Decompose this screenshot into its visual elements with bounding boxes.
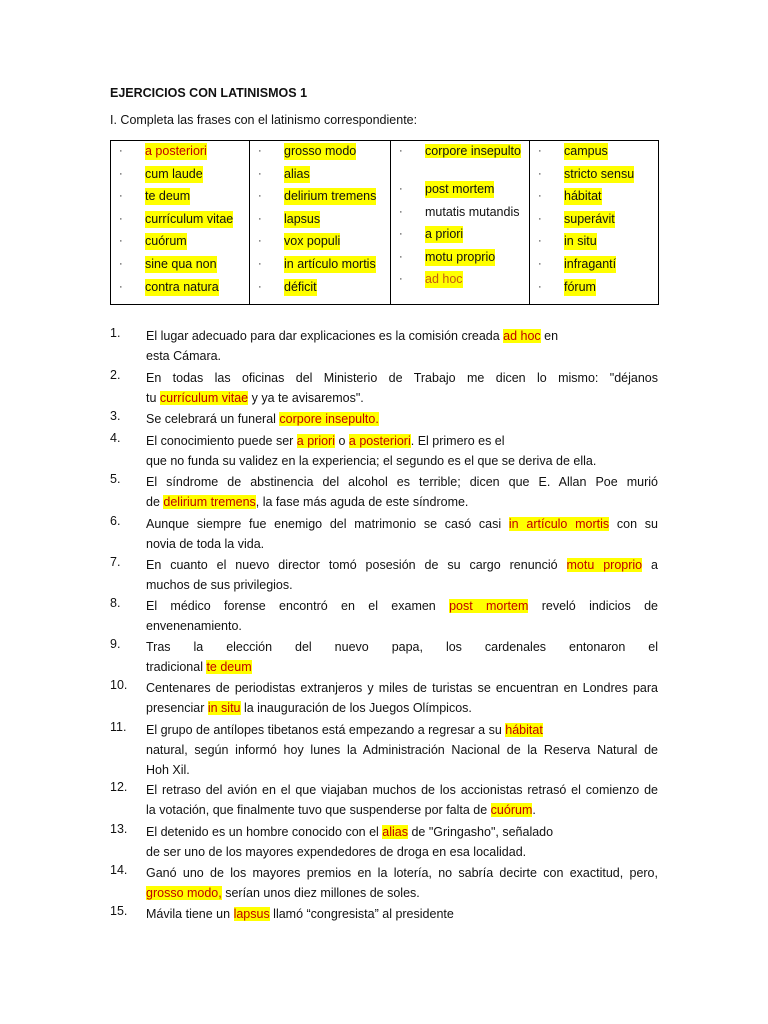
- exercise-item: 5. El síndrome de abstinencia del alcohol es terrible; dicen que E. Allan Poe murió de delirium tremens, la fase más aguda de este síndrome.: [110, 472, 658, 509]
- answer: corpore insepulto.: [279, 412, 379, 426]
- term-item: · contra natura: [119, 279, 219, 294]
- term-item: · in situ: [538, 234, 597, 249]
- term-item: · a priori: [399, 227, 464, 242]
- term-item: · infragantí: [538, 256, 617, 271]
- term-item: · delirium tremens: [258, 189, 377, 204]
- terms-column-2: [250, 141, 391, 305]
- term-item: · mutatis mutandis: [399, 204, 520, 219]
- latinisms-table: [110, 140, 659, 305]
- term-item: · cum laude: [119, 166, 203, 181]
- term-item: · sine qua non: [119, 256, 217, 271]
- terms-column-4: [530, 141, 659, 305]
- answer: in situ: [207, 701, 241, 715]
- term-item: · te deum: [119, 189, 191, 204]
- answer: ad hoc: [503, 329, 541, 343]
- term-item: · lapsus: [258, 211, 321, 226]
- answer: cuórum: [490, 803, 533, 817]
- answer: post mortem: [449, 599, 529, 613]
- answer: alias: [382, 825, 408, 839]
- exercise-item: 7. En cuanto el nuevo director tomó posesión de su cargo renunció motu proprio a muchos de sus privilegios.: [110, 555, 658, 592]
- instruction: I. Completa las frases con el latinismo correspondiente:: [110, 113, 418, 127]
- term-item: · déficit: [258, 279, 317, 294]
- term-item: · cuórum: [119, 234, 187, 249]
- exercise-item: 8. El médico forense encontró en el examen post mortem reveló indicios de envenenamiento.: [110, 596, 658, 633]
- term-item: · stricto sensu: [538, 166, 635, 181]
- term-item: · alias: [258, 166, 310, 181]
- answer: grosso modo,: [146, 886, 222, 900]
- answer: a priori: [296, 434, 335, 448]
- answer: hábitat: [505, 723, 543, 737]
- answer: delirium tremens: [163, 495, 256, 509]
- term-item: · campus: [538, 144, 608, 158]
- terms-column-1: [111, 141, 250, 305]
- term-item: · motu proprio: [399, 249, 496, 264]
- term-item: · post mortem: [399, 182, 495, 196]
- exercise-item: 9. Tras la elección del nuevo papa, los cardenales entonaron el tradicional te deum: [110, 637, 658, 674]
- answer: te deum: [206, 660, 252, 674]
- exercise-item: 11. El grupo de antílopes tibetanos está empezando a regresar a su hábitat natural, según informó hoy lunes la Administración Nacional de la Reserva Natural de Hoh Xil.: [110, 720, 658, 777]
- term-item: · currículum vitae: [119, 211, 234, 226]
- answer: in artículo mortis: [508, 517, 610, 531]
- exercise-item: 2. En todas las oficinas del Ministerio de Trabajo me dicen lo mismo: "déjanos tu currículum vitae y ya te avisaremos".: [110, 368, 658, 405]
- exercise-item: 6. Aunque siempre fue enemigo del matrimonio se casó casi in artículo mortis con su novia de toda la vida.: [110, 514, 658, 551]
- exercise-item: 15. Mávila tiene un lapsus llamó “congresista” al presidente: [110, 904, 454, 921]
- term-item: · in artículo mortis: [258, 256, 376, 271]
- term-item: · vox populi: [258, 234, 341, 249]
- exercise-item: 1. El lugar adecuado para dar explicaciones es la comisión creada ad hoc en esta Cámara.: [110, 326, 559, 363]
- term-item: · corpore insepulto: [399, 144, 521, 158]
- term-item: · grosso modo: [258, 144, 357, 158]
- terms-column-3: [391, 141, 530, 305]
- exercise-item: 3. Se celebrará un funeral corpore insepulto.: [110, 409, 379, 426]
- answer: currículum vitae: [159, 391, 249, 405]
- term-item: · a posteriori: [119, 144, 207, 158]
- exercise-item: 10. Centenares de periodistas extranjeros y miles de turistas se encuentran en Londres para presenciar in situ la inauguración de los Juegos Olímpicos.: [110, 678, 658, 715]
- exercise-item: 4. El conocimiento puede ser a priori o a posteriori. El primero es el que no funda su validez en la experiencia; el segundo es el que se deriva de ella.: [110, 431, 597, 468]
- exercise-item: 12. El retraso del avión en el que viajaban muchos de los accionistas retrasó el comienzo de la votación, que finalmente tuvo que suspenderse por falta de cuórum.: [110, 780, 658, 817]
- term-item: · fórum: [538, 279, 596, 294]
- answer: lapsus: [233, 907, 270, 921]
- term-item: · hábitat: [538, 189, 602, 204]
- exercise-item: 13. El detenido es un hombre conocido con el alias de "Gringasho", señalado de ser uno de los mayores expendedores de droga en esa localidad.: [110, 822, 554, 859]
- answer: motu proprio: [566, 558, 643, 572]
- exercise-item: 14. Ganó uno de los mayores premios en la lotería, no sabría decirte con exactitud, pero, grosso modo, serían unos diez millones de soles.: [110, 863, 658, 900]
- answer: a posteriori: [348, 434, 411, 448]
- page-title: EJERCICIOS CON LATINISMOS 1: [110, 86, 308, 100]
- term-item: · superávit: [538, 211, 615, 226]
- term-item: · ad hoc: [399, 272, 463, 287]
